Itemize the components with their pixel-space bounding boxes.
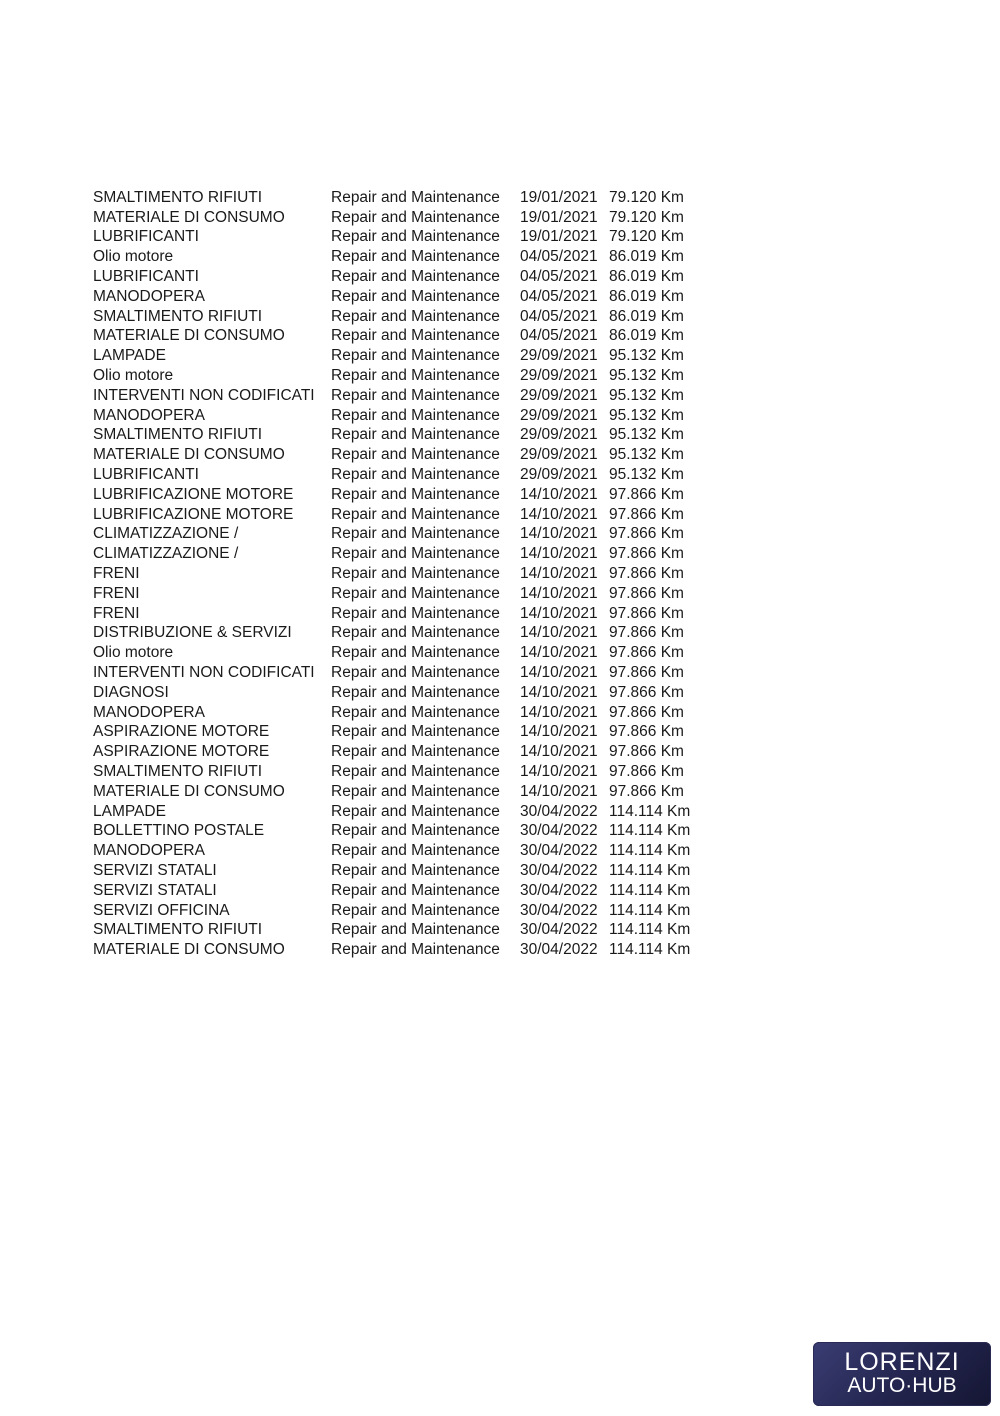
record-row [93,366,704,386]
record-km: 97.866 Km [609,782,684,800]
record-row [93,406,704,426]
record-item: INTERVENTI NON CODIFICATI [93,664,315,682]
record-item: MATERIALE DI CONSUMO [93,327,285,345]
record-category: Repair and Maintenance [331,683,500,701]
record-date: 29/09/2021 [520,386,598,404]
record-category: Repair and Maintenance [331,545,500,563]
record-km: 114.114 Km [609,901,691,919]
record-date: 14/10/2021 [520,763,598,780]
record-item: LUBRIFICANTI [93,228,199,246]
record-row [93,861,704,881]
record-km: 97.866 Km [609,565,684,583]
record-category: Repair and Maintenance [331,248,500,266]
record-date: 30/04/2022 [520,842,598,860]
record-category: Repair and Maintenance [331,624,500,642]
record-item: SMALTIMENTO RIFIUTI [93,763,263,780]
record-category: Repair and Maintenance [331,327,500,345]
record-item: MATERIALE DI CONSUMO [93,208,285,226]
record-date: 30/04/2022 [520,822,598,840]
record-item: MANODOPERA [93,842,205,860]
record-km: 95.132 Km [609,367,684,385]
record-category: Repair and Maintenance [331,485,500,503]
record-date: 19/01/2021 [520,228,598,246]
record-item: BOLLETTINO POSTALE [93,822,265,840]
record-item: DIAGNOSI [93,683,169,701]
record-date: 04/05/2021 [520,327,598,345]
record-item: MANODOPERA [93,287,205,305]
record-date: 04/05/2021 [520,248,598,266]
record-km: 97.866 Km [609,545,684,563]
record-km: 97.866 Km [609,485,684,503]
record-category: Repair and Maintenance [331,664,500,682]
record-row [93,485,704,505]
record-date: 14/10/2021 [520,703,598,721]
record-km: 86.019 Km [609,287,684,305]
logo-line-1: LORENZI [844,1348,960,1376]
record-km: 86.019 Km [609,307,684,325]
record-category: Repair and Maintenance [331,901,500,919]
record-category: Repair and Maintenance [331,743,500,761]
record-date: 30/04/2022 [520,921,598,939]
record-category: Repair and Maintenance [331,347,500,365]
record-date: 14/10/2021 [520,683,598,701]
record-row [93,386,704,406]
record-row [93,188,704,208]
record-row [93,782,704,802]
record-row [93,287,704,307]
record-row [93,703,704,723]
record-row [93,327,704,347]
record-date: 29/09/2021 [520,406,598,424]
record-date: 30/04/2022 [520,941,598,959]
record-category: Repair and Maintenance [331,584,500,602]
record-item: Olio motore [93,644,174,662]
record-item: MANODOPERA [93,406,205,424]
record-date: 19/01/2021 [520,188,598,206]
record-item: SERVIZI STATALI [93,861,217,879]
record-km: 97.866 Km [609,624,684,642]
record-km: 97.866 Km [609,505,684,523]
record-date: 14/10/2021 [520,743,598,761]
record-km: 86.019 Km [609,327,684,345]
record-date: 30/04/2022 [520,881,598,899]
record-km: 114.114 Km [609,861,691,879]
record-km: 95.132 Km [609,406,684,424]
record-category: Repair and Maintenance [331,188,500,206]
record-km: 97.866 Km [609,644,684,662]
record-category: Repair and Maintenance [331,208,500,226]
record-item: FRENI [93,604,140,622]
record-row [93,881,704,901]
record-item: LUBRIFICANTI [93,268,199,286]
record-row [93,267,704,287]
record-row [93,822,704,842]
record-category: Repair and Maintenance [331,466,500,484]
record-km: 79.120 Km [609,208,684,226]
record-category: Repair and Maintenance [331,386,500,404]
record-item: MATERIALE DI CONSUMO [93,941,285,959]
record-km: 79.120 Km [609,228,684,246]
record-row [93,742,704,762]
record-category: Repair and Maintenance [331,307,500,325]
record-row [93,643,704,663]
record-row [93,544,704,564]
record-km: 114.114 Km [609,822,691,840]
record-item: DISTRIBUZIONE & SERVIZI [93,624,292,642]
record-category: Repair and Maintenance [331,782,500,800]
record-category: Repair and Maintenance [331,367,500,385]
record-km: 97.866 Km [609,664,684,682]
record-category: Repair and Maintenance [331,763,500,780]
record-category: Repair and Maintenance [331,921,500,939]
record-row [93,445,704,465]
record-item: CLIMATIZZAZIONE / [93,545,239,563]
record-category: Repair and Maintenance [331,802,500,820]
record-date: 14/10/2021 [520,525,598,543]
record-km: 114.114 Km [609,921,691,939]
record-date: 30/04/2022 [520,861,598,879]
record-km: 95.132 Km [609,446,684,464]
record-date: 04/05/2021 [520,307,598,325]
record-item: LAMPADE [93,802,166,820]
record-km: 97.866 Km [609,683,684,701]
record-item: SERVIZI OFFICINA [93,901,230,919]
record-km: 97.866 Km [609,604,684,622]
record-item: SMALTIMENTO RIFIUTI [93,307,263,325]
record-row [93,723,704,743]
record-date: 14/10/2021 [520,723,598,741]
record-km: 95.132 Km [609,386,684,404]
record-row [93,920,704,940]
record-item: FRENI [93,584,140,602]
record-category: Repair and Maintenance [331,525,500,543]
record-row [93,762,704,782]
record-row [93,247,704,267]
record-date: 14/10/2021 [520,782,598,800]
maintenance-records-list [93,188,704,960]
record-date: 29/09/2021 [520,466,598,484]
record-km: 97.866 Km [609,763,684,780]
record-row [93,525,704,545]
record-row [93,663,704,683]
record-category: Repair and Maintenance [331,822,500,840]
record-category: Repair and Maintenance [331,228,500,246]
record-row [93,465,704,485]
record-item: Olio motore [93,367,174,385]
record-item: FRENI [93,565,140,583]
record-row [93,841,704,861]
record-row [93,505,704,525]
record-category: Repair and Maintenance [331,505,500,523]
record-date: 30/04/2022 [520,802,598,820]
record-category: Repair and Maintenance [331,268,500,286]
record-row [93,426,704,446]
record-km: 114.114 Km [609,842,691,860]
record-km: 95.132 Km [609,426,684,444]
record-km: 97.866 Km [609,703,684,721]
record-km: 97.866 Km [609,723,684,741]
record-date: 19/01/2021 [520,208,598,226]
record-category: Repair and Maintenance [331,703,500,721]
record-row [93,683,704,703]
record-row [93,624,704,644]
record-row [93,584,704,604]
record-item: SMALTIMENTO RIFIUTI [93,188,263,206]
record-item: LUBRIFICANTI [93,466,199,484]
record-date: 14/10/2021 [520,624,598,642]
record-date: 29/09/2021 [520,446,598,464]
record-km: 95.132 Km [609,347,684,365]
record-row [93,208,704,228]
record-row [93,901,704,921]
record-km: 97.866 Km [609,584,684,602]
record-date: 14/10/2021 [520,584,598,602]
record-category: Repair and Maintenance [331,723,500,741]
record-category: Repair and Maintenance [331,861,500,879]
record-km: 114.114 Km [609,802,691,820]
record-item: SMALTIMENTO RIFIUTI [93,426,263,444]
record-km: 86.019 Km [609,268,684,286]
record-item: MATERIALE DI CONSUMO [93,446,285,464]
record-item: CLIMATIZZAZIONE / [93,525,239,543]
record-km: 97.866 Km [609,525,684,543]
record-row [93,346,704,366]
record-date: 29/09/2021 [520,347,598,365]
record-date: 14/10/2021 [520,485,598,503]
record-item: LUBRIFICAZIONE MOTORE [93,505,294,523]
record-date: 14/10/2021 [520,565,598,583]
record-date: 29/09/2021 [520,426,598,444]
record-date: 04/05/2021 [520,268,598,286]
record-category: Repair and Maintenance [331,446,500,464]
record-item: SERVIZI STATALI [93,881,217,899]
record-item: Olio motore [93,248,174,266]
record-date: 14/10/2021 [520,664,598,682]
record-item: LAMPADE [93,347,166,365]
record-date: 14/10/2021 [520,505,598,523]
record-item: MANODOPERA [93,703,205,721]
record-date: 14/10/2021 [520,644,598,662]
record-row [93,307,704,327]
record-km: 114.114 Km [609,941,691,959]
record-item: LUBRIFICAZIONE MOTORE [93,485,294,503]
logo-line-2: AUTO·HUB [847,1374,957,1397]
record-date: 04/05/2021 [520,287,598,305]
record-row [93,228,704,248]
record-row [93,802,704,822]
record-item: ASPIRAZIONE MOTORE [93,723,270,741]
record-date: 30/04/2022 [520,901,598,919]
record-km: 97.866 Km [609,743,684,761]
record-date: 29/09/2021 [520,367,598,385]
record-category: Repair and Maintenance [331,287,500,305]
record-category: Repair and Maintenance [331,565,500,583]
record-item: MATERIALE DI CONSUMO [93,782,285,800]
record-category: Repair and Maintenance [331,604,500,622]
record-category: Repair and Maintenance [331,881,500,899]
record-row [93,564,704,584]
record-row [93,940,704,960]
record-item: INTERVENTI NON CODIFICATI [93,386,315,404]
record-category: Repair and Maintenance [331,426,500,444]
record-item: ASPIRAZIONE MOTORE [93,743,270,761]
record-category: Repair and Maintenance [331,941,500,959]
record-category: Repair and Maintenance [331,842,500,860]
record-category: Repair and Maintenance [331,406,500,424]
lorenzi-autohub-logo [813,1342,991,1406]
record-item: SMALTIMENTO RIFIUTI [93,921,263,939]
record-km: 79.120 Km [609,188,684,206]
record-km: 95.132 Km [609,466,684,484]
record-row [93,604,704,624]
record-date: 14/10/2021 [520,604,598,622]
record-category: Repair and Maintenance [331,644,500,662]
record-date: 14/10/2021 [520,545,598,563]
record-km: 86.019 Km [609,248,684,266]
record-km: 114.114 Km [609,881,691,899]
